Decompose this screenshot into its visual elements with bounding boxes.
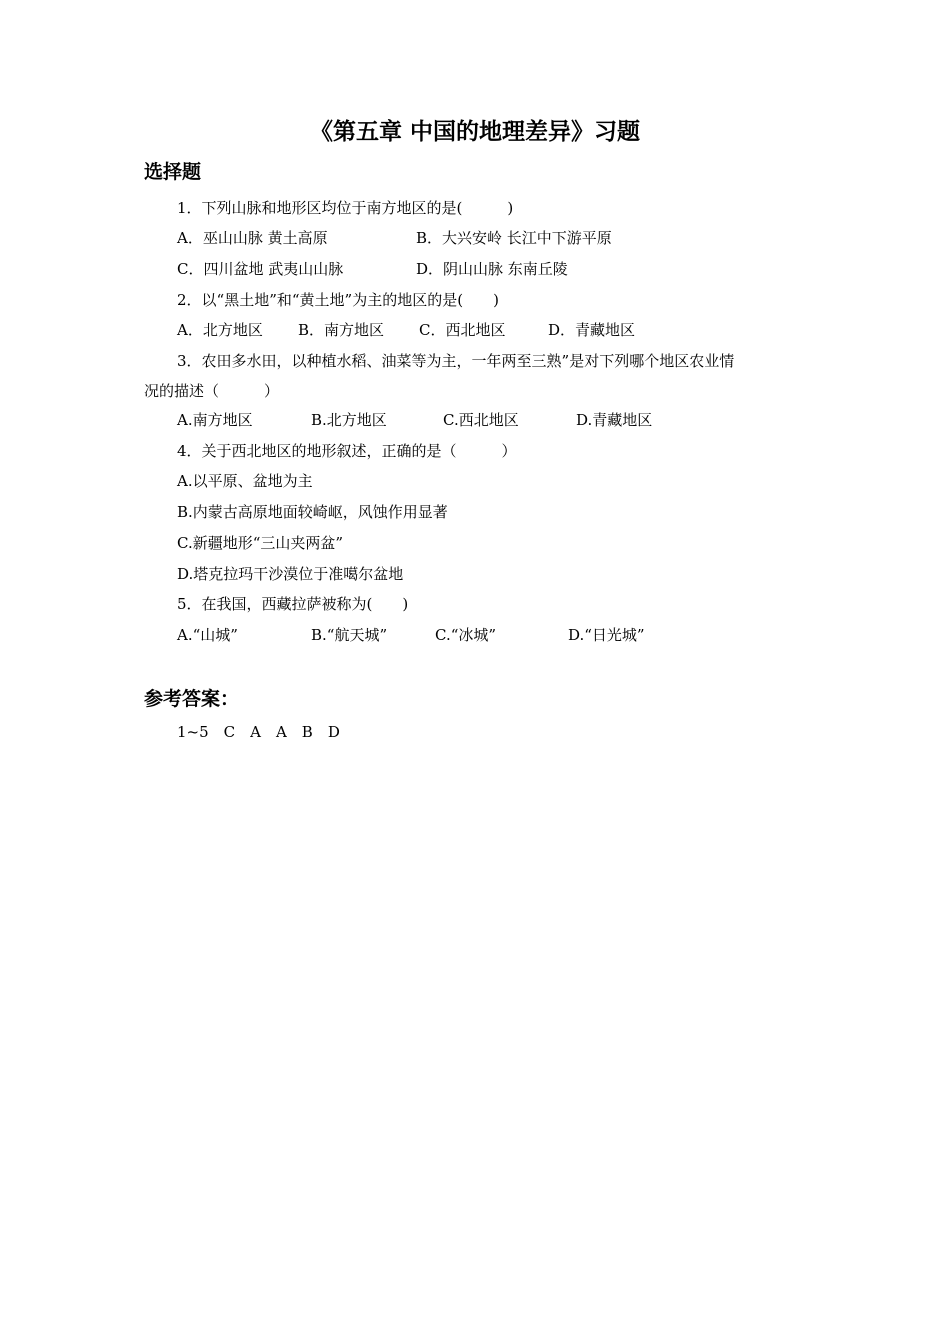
question-2-option-d: D．青藏地区 (548, 321, 636, 339)
question-5-option-c: C.“冰城” (435, 626, 497, 644)
question-1-stem: 1．下列山脉和地形区均位于南方地区的是( ) (177, 199, 514, 217)
question-4-stem: 4．关于西北地区的地形叙述，正确的是（ ） (177, 442, 517, 460)
question-4-option-c: C.新疆地形“三山夹两盆” (177, 534, 344, 552)
question-5-option-b: B.“航天城” (311, 626, 388, 644)
question-3-stem-line-2: 况的描述（ ） (144, 382, 280, 400)
question-3-options (0, 409, 950, 431)
question-5-option-a: A.“山城” (177, 626, 238, 644)
question-3-option-d: D.青藏地区 (576, 411, 653, 429)
question-4-option-a: A.以平原、盆地为主 (177, 472, 313, 490)
question-4-option-d: D.塔克拉玛干沙漠位于准噶尔盆地 (177, 565, 404, 583)
question-3-stem-line-1: 3．农田多水田，以种植水稻、油菜等为主，一年两至三熟”是对下列哪个地区农业情 (177, 352, 735, 370)
question-1-option-a: A．巫山山脉 黄土高原 (177, 229, 328, 247)
question-1-option-b: B．大兴安岭 长江中下游平原 (416, 229, 612, 247)
question-3-option-c: C.西北地区 (443, 411, 519, 429)
question-4-option-b: B.内蒙古高原地面较崎岖，风蚀作用显著 (177, 503, 448, 521)
question-2-options (0, 319, 950, 341)
question-1-options-row-1 (0, 227, 950, 249)
document-title: 《第五章 中国的地理差异》习题 (309, 119, 640, 145)
question-1-option-c: C．四川盆地 武夷山山脉 (177, 260, 344, 278)
section-heading-choice: 选择题 (144, 161, 202, 183)
question-5-stem: 5．在我国，西藏拉萨被称为( ) (177, 595, 409, 613)
question-2-option-c: C．西北地区 (419, 321, 506, 339)
question-3-option-a: A.南方地区 (177, 411, 253, 429)
question-1-options-row-2 (0, 258, 950, 280)
question-5-option-d: D.“日光城” (568, 626, 645, 644)
question-2-option-b: B．南方地区 (298, 321, 385, 339)
section-heading-answers: 参考答案： (144, 688, 240, 710)
question-3-option-b: B.北方地区 (311, 411, 387, 429)
question-1-option-d: D．阴山山脉 东南丘陵 (416, 260, 568, 278)
question-2-option-a: A．北方地区 (177, 321, 263, 339)
question-2-stem: 2．以“黑土地”和“黄土地”为主的地区的是( ) (177, 291, 499, 309)
answer-key: 1~5 C A A B D (177, 723, 340, 741)
question-5-options (0, 624, 950, 646)
